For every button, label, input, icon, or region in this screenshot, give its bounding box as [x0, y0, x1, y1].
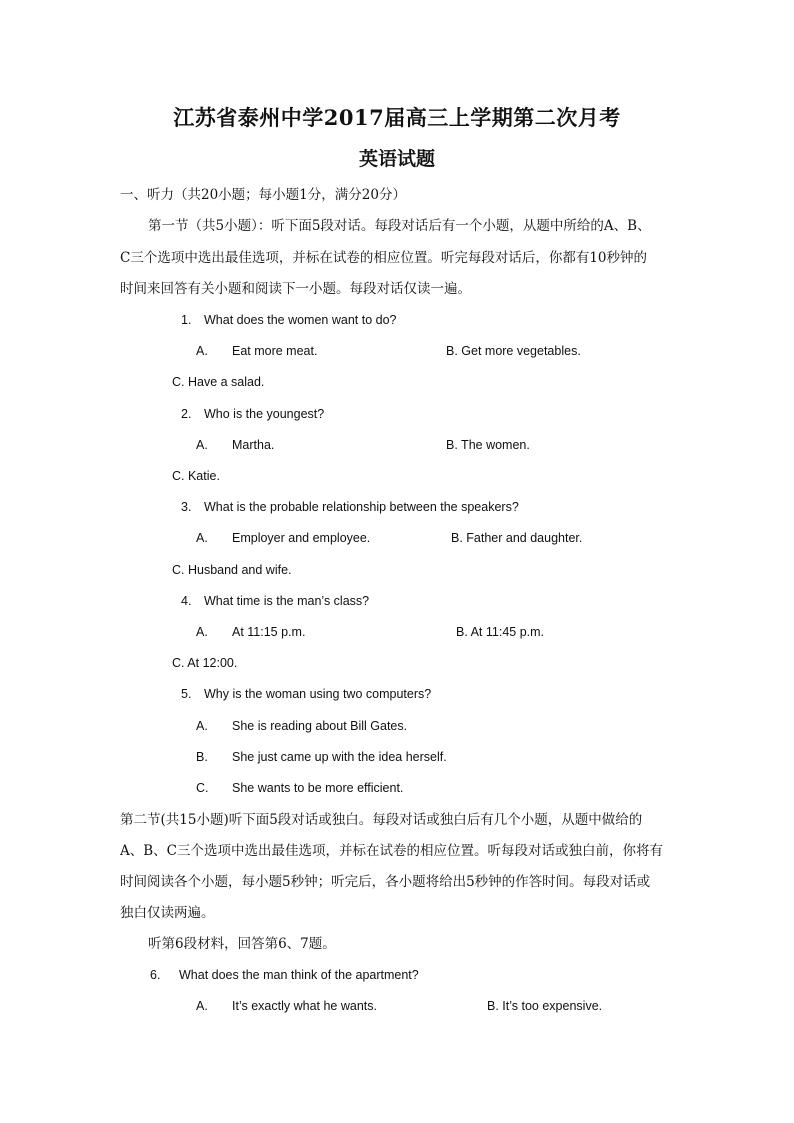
q4-option-c: C. At 12:00.	[172, 656, 238, 670]
q6-number: 6.	[150, 968, 161, 982]
q6-option-a: It’s exactly what he wants.	[232, 999, 377, 1013]
q1-option-c: C. Have a salad.	[172, 375, 265, 389]
q6-option-a-letter: A.	[196, 999, 208, 1013]
q5-option-a: She is reading about Bill Gates.	[232, 719, 408, 733]
q2-option-c: C. Katie.	[172, 469, 220, 483]
q5-option-b: She just came up with the idea herself.	[232, 750, 447, 764]
q5-option-c: She wants to be more efficient.	[232, 781, 404, 795]
q3-option-a: Employer and employee.	[232, 531, 371, 545]
q2-option-b: B. The women.	[446, 438, 530, 452]
q5-stem: Why is the woman using two computers?	[204, 687, 432, 701]
section2-line-2: A、B、C三个选项中选出最佳选项，并标在试卷的相应位置。听每段对话或独白前，你将有	[120, 843, 663, 859]
q6-stem: What does the man think of the apartment?	[179, 968, 419, 982]
part1-heading: 一、听力（共20小题；每小题1分，满分20分）	[120, 187, 406, 203]
q1-option-a-letter: A.	[196, 344, 208, 358]
q4-option-b: B. At 11:45 p.m.	[456, 625, 545, 639]
q2-stem: Who is the youngest?	[204, 407, 325, 421]
exam-subtitle: 英语试题	[358, 148, 435, 170]
section2-line-4: 独白仅读两遍。	[120, 905, 215, 921]
q1-stem: What does the women want to do?	[204, 313, 397, 327]
q5-option-a-letter: A.	[196, 719, 208, 733]
q3-option-a-letter: A.	[196, 531, 208, 545]
q1-number: 1.	[181, 313, 192, 327]
q4-stem: What time is the man’s class?	[204, 594, 370, 608]
q6-option-b: B. It’s too expensive.	[487, 999, 603, 1013]
q3-number: 3.	[181, 500, 192, 514]
q1-option-a: Eat more meat.	[232, 344, 318, 358]
q2-number: 2.	[181, 407, 192, 421]
q3-option-b: B. Father and daughter.	[451, 531, 583, 545]
q4-option-a: At 11:15 p.m.	[232, 625, 306, 639]
q5-option-b-letter: B.	[196, 750, 208, 764]
q4-option-a-letter: A.	[196, 625, 208, 639]
q1-option-b: B. Get more vegetables.	[446, 344, 581, 358]
q3-stem: What is the probable relationship between the speakers?	[204, 500, 519, 514]
section1-line-2: C三个选项中选出最佳选项，并标在试卷的相应位置。听完每段对话后，你都有10秒钟的	[120, 250, 648, 266]
section1-line-1: 第一节（共5小题）：听下面5段对话。每段对话后有一个小题，从题中所给的A、B、	[148, 218, 651, 234]
q5-number: 5.	[181, 687, 192, 701]
section1-line-3: 时间来回答有关小题和阅读下一小题。每段对话仅读一遍。	[120, 281, 471, 297]
section2-line-3: 时间阅读各个小题，每小题5秒钟；听完后，各小题将给出5秒钟的作答时间。每段对话或	[120, 874, 651, 890]
q5-option-c-letter: C.	[196, 781, 209, 795]
material-6-instruction: 听第6段材料，回答第6、7题。	[148, 936, 336, 952]
exam-title: 江苏省泰州中学2017届高三上学期第二次月考	[173, 105, 621, 130]
q3-option-c: C. Husband and wife.	[172, 563, 292, 577]
q2-option-a-letter: A.	[196, 438, 208, 452]
q4-number: 4.	[181, 594, 192, 608]
q2-option-a: Martha.	[232, 438, 275, 452]
section2-line-1: 第二节(共15小题)听下面5段对话或独白。每段对话或独白后有几个小题，从题中做给的	[120, 812, 643, 828]
